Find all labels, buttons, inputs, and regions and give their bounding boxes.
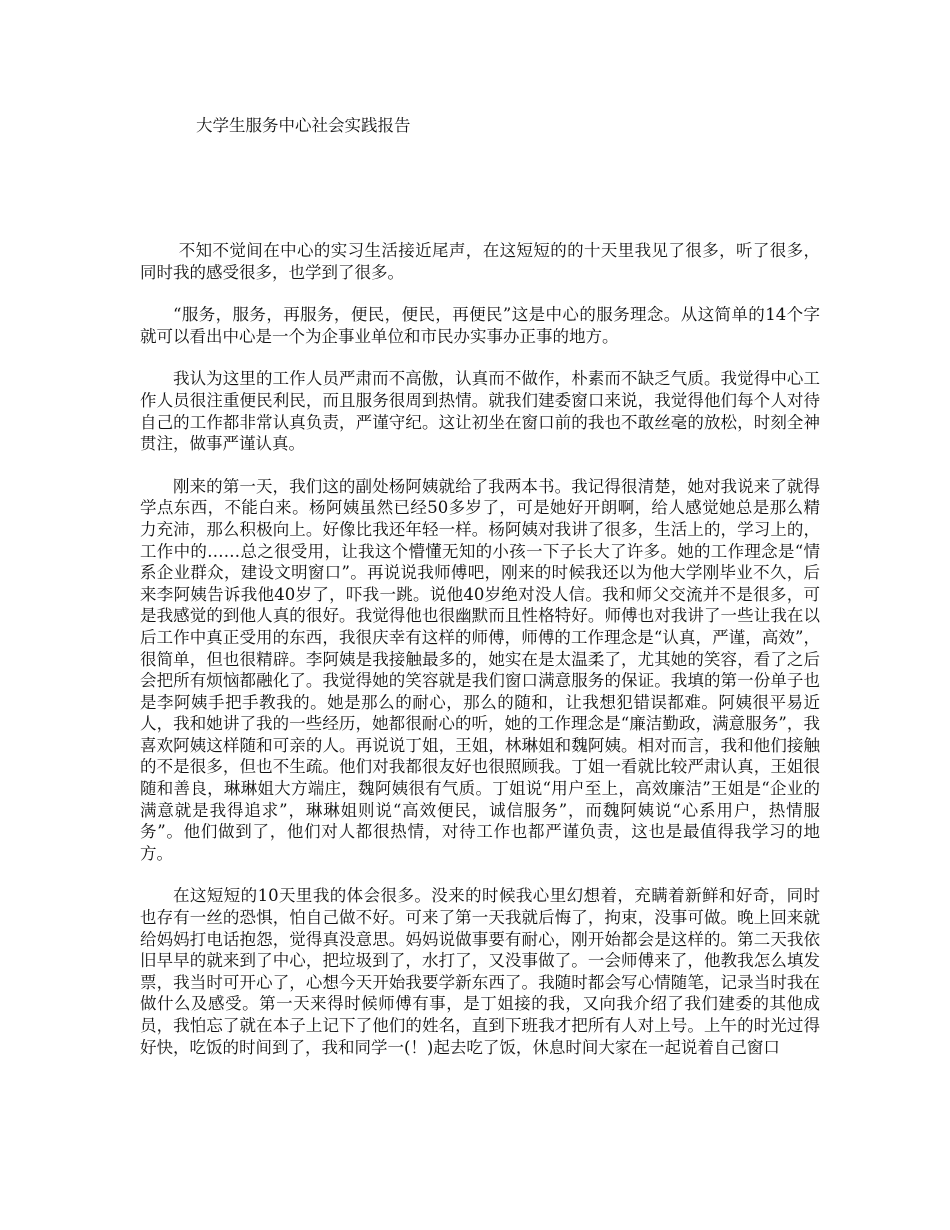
paragraph-staff-impression: 我认为这里的工作人员严肃而不高傲，认真而不做作，朴素而不缺乏气质。我觉得中心工作人员很注重便民利民，而且服务很周到热情。就我们建委窗口来说，我觉得他们每个人对待自己的工作都非常认真负责，严谨守纪。这让初坐在窗口前的我也不敢丝毫的放松，时刻全神贯注，做事严谨认真。 [140,369,820,454]
paragraph-service-philosophy: “服务，服务，再服务，便民，便民，再便民”这是中心的服务理念。从这简单的14个字就可以看出中心是一个为企事业单位和市民办实事办正事的地方。 [140,305,820,346]
paragraph-ten-days: 在这短短的10天里我的体会很多。没来的时候我心里幻想着，充瞒着新鲜和好奇，同时也存有一丝的恐惧，怕自己做不好。可来了第一天我就后悔了，拘束，没事可做。晚上回来就给妈妈打电话抱怨，觉得真没意思。妈妈说做事要有耐心，刚开始都会是这样的。第二天我依旧早早的就来到了中心，把垃圾到了，水打了，又没事做了。一会师傅来了，他教我怎么填发票，我当时可开心了，心想今天开始我要学新东西了。我随时都会写心情随笔，记录当时我在做什么及感受。第一天来得时候师傅有事，是丁姐接的我，又向我介绍了我们建委的其他成员，我怕忘了就在本子上记下了他们的姓名，直到下班我才把所有人对上号。上午的时光过得好快，吃饭的时间到了，我和同学一(！)起去吃了饭，休息时间大家在一起说着自己窗口 [140,886,820,1057]
paragraph-intro: 不知不觉间在中心的实习生活接近尾声，在这短短的的十天里我见了很多，听了很多，同时我的感受很多，也学到了很多。 [140,241,820,282]
document-title: 大学生服务中心社会实践报告 [196,116,411,135]
document-body [140,240,820,1079]
paragraph-colleagues: 刚来的第一天，我们这的副处杨阿姨就给了我两本书。我记得很清楚，她对我说来了就得学点东西，不能白来。杨阿姨虽然已经50多岁了，可是她好开朗啊，给人感觉她总是那么精力充沛，那么积极向上。好像比我还年轻一样。杨阿姨对我讲了很多，生活上的，学习上的，工作中的……总之很受用，让我这个懵懂无知的小孩一下子长大了许多。她的工作理念是“情系企业群众，建设文明窗口”。再说说我师傅吧，刚来的时候我还以为他大学刚毕业不久，后来李阿姨告诉我他40岁了，吓我一跳。说他40岁绝对没人信。我和师父交流并不是很多，可是我感觉的到他人真的很好。我觉得他也很幽默而且性格特好。师傅也对我讲了一些让我在以后工作中真正受用的东西，我很庆幸有这样的师傅，师傅的工作理念是“认真，严谨，高效”，很简单，但也很精辟。李阿姨是我接触最多的，她实在是太温柔了，尤其她的笑容，看了之后会把所有烦恼都融化了。我觉得她的笑容就是我们窗口满意服务的保证。我填的第一份单子也是李阿姨手把手教我的。她是那么的耐心，那么的随和，让我想犯错误都难。阿姨很平易近人，我和她讲了我的一些经历，她都很耐心的听，她的工作理念是“廉洁勤政，满意服务”，我喜欢阿姨这样随和可亲的人。再说说丁姐，王姐，林琳姐和魏阿姨。相对而言，我和他们接触的不是很多，但也不生疏。他们对我都很友好也很照顾我。丁姐一看就比较严肃认真，王姐很随和善良，琳琳姐大方端庄，魏阿姨很有气质。丁姐说“用户至上，高效廉洁”王姐是“企业的满意就是我得追求”，琳琳姐则说“高效便民，诚信服务”，而魏阿姨说“心系用户，热情服务”。他们做到了，他们对人都很热情，对待工作也都严谨负责，这也是最值得我学习的地方。 [140,476,820,863]
